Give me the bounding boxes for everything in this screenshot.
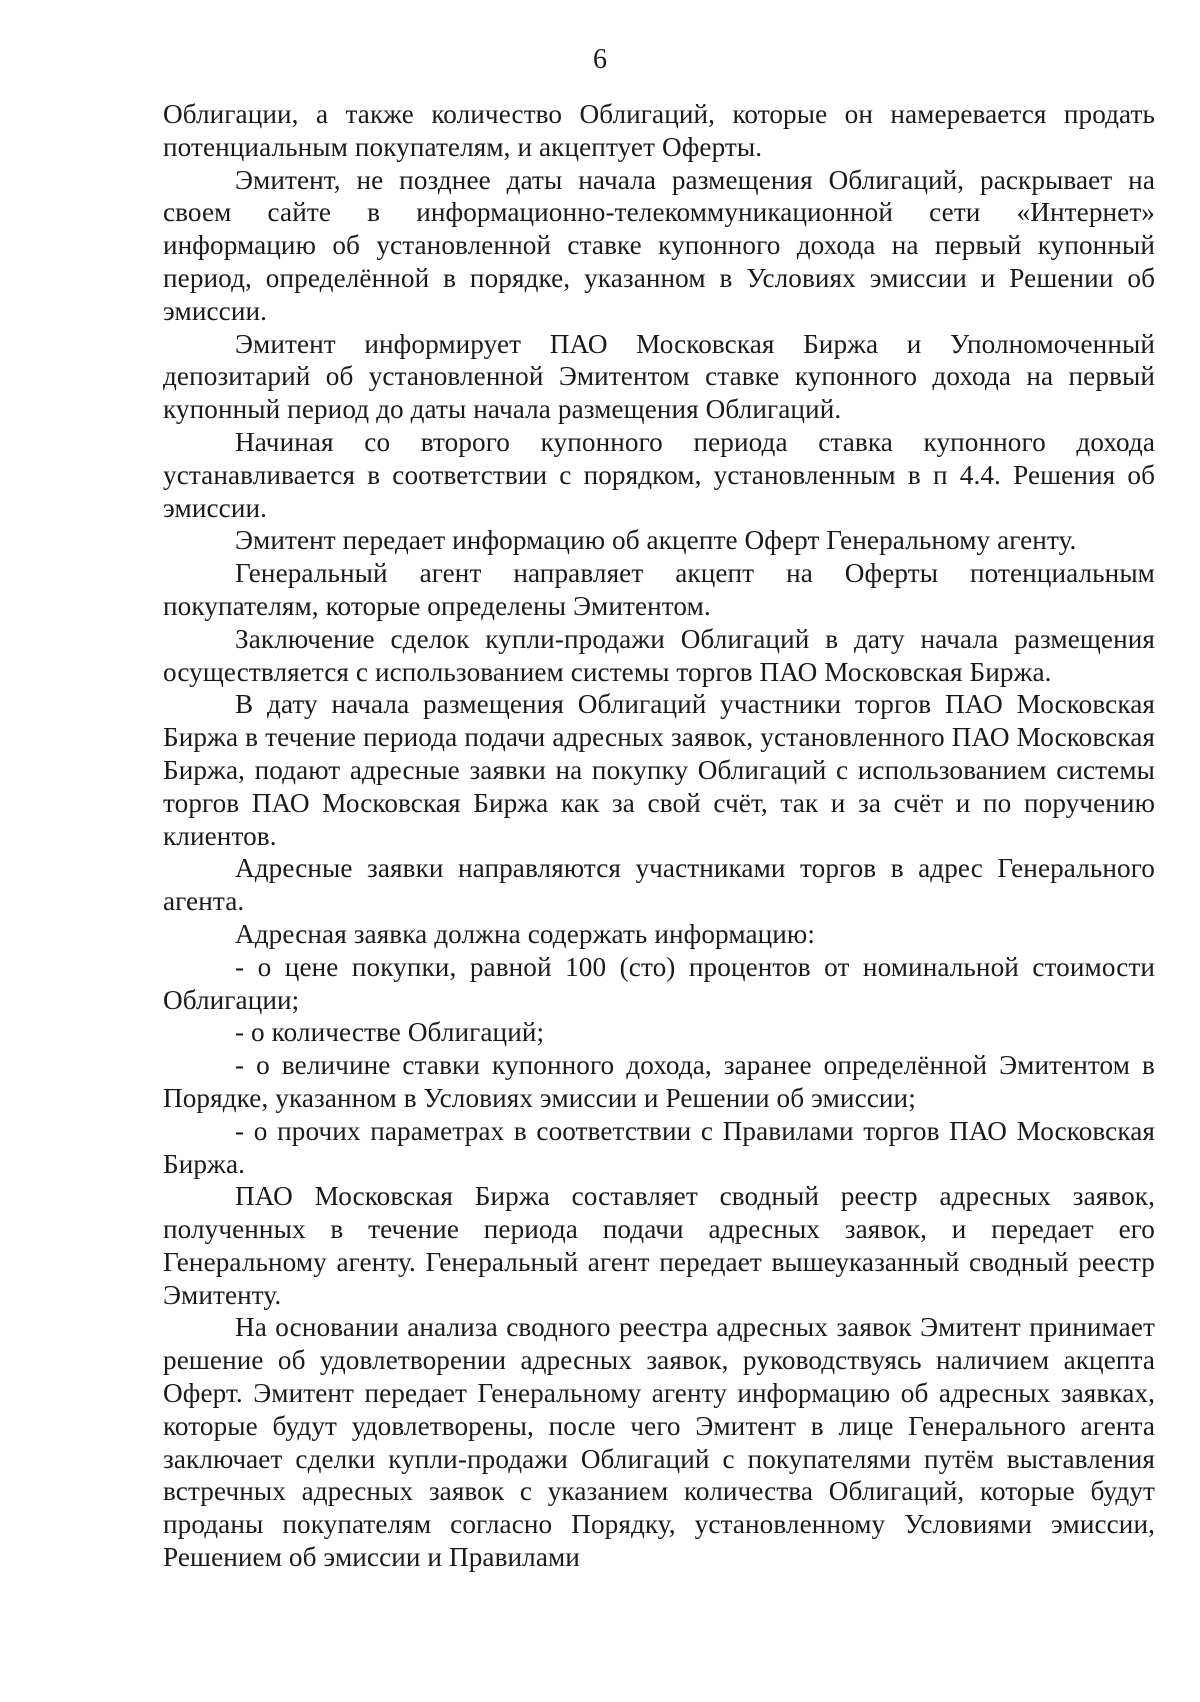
paragraph-15: ПАО Московская Биржа составляет сводный реестр адресных заявок, полученных в течение периода подачи адресных заявок, и передает его Генеральному агенту. Генеральный агент передает вышеуказанный сводный реестр Эмитенту. — [163, 1181, 1155, 1310]
paragraph-6: Генеральный агент направляет акцепт на Оферты потенциальным покупателям, которые определены Эмитентом. — [163, 558, 1155, 621]
list-item-other-params: - о прочих параметрах в соответствии с Правилами торгов ПАО Московская Биржа. — [163, 1115, 1155, 1179]
page-number: 6 — [593, 44, 607, 75]
paragraph-5: Эмитент передает информацию об акцепте Оферт Генеральному агенту. — [235, 525, 1077, 556]
paragraph-9: Адресные заявки направляются участниками торгов в адрес Генерального агента. — [163, 853, 1155, 917]
document-body — [163, 98, 1155, 1574]
paragraph-3: Эмитент информирует ПАО Московская Биржа и Уполномоченный депозитарий об установленной Эмитентом ставке купонного дохода на первый купонный период до даты начала размещения Облигаций. — [163, 328, 1155, 425]
list-item-coupon-rate: - о величине ставки купонного дохода, заранее определённой Эмитентом в Порядке, указанном в Условиях эмиссии и Решении об эмиссии; — [163, 1050, 1155, 1113]
list-item-quantity: - о количестве Облигаций; — [235, 1017, 545, 1048]
paragraph-7: Заключение сделок купли-продажи Облигаций в дату начала размещения осуществляется с использованием системы торгов ПАО Московская Биржа. — [163, 623, 1155, 687]
paragraph-10: Адресная заявка должна содержать информацию: — [235, 918, 815, 949]
paragraph-4: Начиная со второго купонного периода ставка купонного дохода устанавливается в соответствии с порядком, установленным в п 4.4. Решения об эмиссии. — [163, 426, 1155, 523]
paragraph-8: В дату начала размещения Облигаций участники торгов ПАО Московская Биржа в течение периода подачи адресных заявок, установленного ПАО Московская Биржа, подают адресные заявки на покупку Облигаций с использованием системы торгов ПАО Московская Биржа как за свой счёт, так и за счёт и по поручению клиентов. — [163, 689, 1155, 851]
paragraph-1: Облигации, а также количество Облигаций, которые он намеревается продать потенциальным покупателям, и акцептует Оферты. — [163, 99, 1155, 162]
paragraph-2: Эмитент, не позднее даты начала размещения Облигаций, раскрывает на своем сайте в информационно-телекоммуникационной сети «Интернет» информацию об установленной ставке купонного дохода на первый купонный период, определённой в порядке, указанном в Условиях эмиссии и Решении об эмиссии. — [163, 164, 1155, 326]
list-item-price: - о цене покупки, равной 100 (сто) процентов от номинальной стоимости Облигации; — [163, 951, 1155, 1015]
paragraph-16: На основании анализа сводного реестра адресных заявок Эмитент принимает решение об удовлетворении адресных заявок, руководствуясь наличием акцепта Оферт. Эмитент передает Генеральному агенту информацию об адресных заявках, которые будут удовлетворены, после чего Эмитент в лице Генерального агента заключает сделки купли-продажи Облигаций с покупателями путём выставления встречных адресных заявок с указанием количества Облигаций, которые будут проданы покупателям согласно Порядку, установленному Условиями эмиссии, Решением об эмиссии и Правилами — [163, 1312, 1155, 1573]
